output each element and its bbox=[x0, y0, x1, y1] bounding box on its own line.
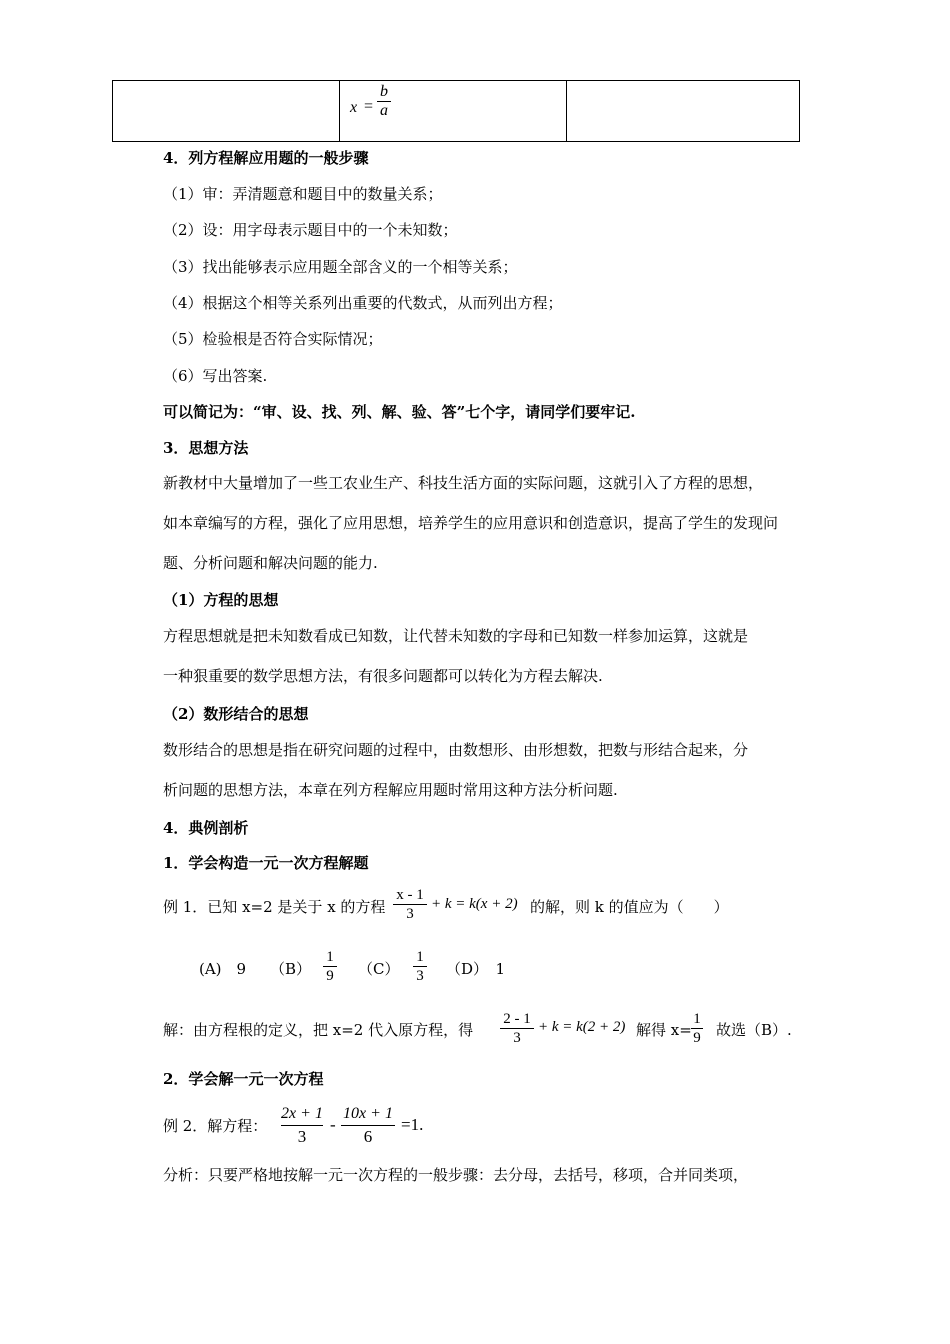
step-6: （6）写出答案. bbox=[163, 367, 268, 385]
minus-sign: - bbox=[330, 1115, 336, 1134]
method-sub2-heading: （2）数形结合的思想 bbox=[163, 705, 309, 723]
step-1: （1）审：弄清题意和题目中的数量关系； bbox=[163, 185, 443, 203]
steps-summary: 可以简记为：“审、设、找、列、解、验、答”七个字，请同学们要牢记. bbox=[163, 403, 636, 421]
fraction-denominator: a bbox=[380, 102, 388, 119]
option-b-fraction bbox=[322, 948, 338, 985]
option-c-label: （C） bbox=[358, 960, 400, 978]
method-paragraph-line: 新教材中大量增加了一些工农业生产、科技生活方面的实际问题，这就引入了方程的思想， bbox=[163, 474, 764, 492]
method-heading: 3．思想方法 bbox=[163, 439, 249, 457]
example1-fraction bbox=[392, 886, 428, 923]
step-2: （2）设：用字母表示题目中的一个未知数； bbox=[163, 221, 458, 239]
example-section-1: 1．学会构造一元一次方程解题 bbox=[163, 854, 369, 872]
analysis-line: 分析：只要严格地按解一元一次方程的一般步骤：去分母，去括号，移项，合并同类项， bbox=[163, 1166, 749, 1184]
method-sub2-line: 析问题的思想方法，本章在列方程解应用题时常用这种方法分析问题. bbox=[163, 781, 618, 799]
fraction-numerator: 1 bbox=[416, 949, 424, 965]
solution-mid: 解得 x= bbox=[636, 1021, 692, 1039]
var-x: x bbox=[350, 99, 358, 116]
solution-suffix: 故选（B）. bbox=[716, 1021, 792, 1039]
fraction-numerator: 2x + 1 bbox=[281, 1105, 323, 1122]
example2-fraction-1 bbox=[280, 1103, 324, 1148]
example2-fraction-2 bbox=[340, 1103, 396, 1148]
solution-prefix: 解：由方程根的定义，把 x=2 代入原方程，得 bbox=[163, 1021, 474, 1039]
fraction-denominator: 3 bbox=[297, 1127, 307, 1146]
fraction-numerator: 1 bbox=[326, 949, 334, 965]
fraction-numerator: x - 1 bbox=[396, 887, 424, 903]
examples-heading: 4．典例剖析 bbox=[163, 819, 249, 837]
equation-table bbox=[112, 80, 800, 142]
option-d: （D） 1 bbox=[446, 960, 506, 978]
method-sub2-line: 数形结合的思想是指在研究问题的过程中，由数想形、由形想数，把数与形结合起来，分 bbox=[163, 741, 749, 759]
fraction-numerator: 1 bbox=[693, 1011, 701, 1027]
step-5: （5）检验根是否符合实际情况； bbox=[163, 330, 383, 348]
solution-fraction bbox=[499, 1010, 535, 1047]
step-3: （3）找出能够表示应用题全部含义的一个相等关系； bbox=[163, 258, 518, 276]
option-b-label: （B） bbox=[270, 960, 312, 978]
option-c-fraction bbox=[412, 948, 428, 985]
table-cell-left bbox=[113, 81, 340, 142]
example1-equation-rest: + k = k(x + 2) bbox=[431, 896, 518, 912]
example-section-2: 2．学会解一元一次方程 bbox=[163, 1070, 324, 1088]
fraction-denominator: 9 bbox=[693, 1030, 701, 1046]
fraction-b-over-a bbox=[376, 83, 392, 120]
fraction-numerator: 10x + 1 bbox=[343, 1105, 393, 1122]
method-paragraph-line: 如本章编写的方程，强化了应用思想，培养学生的应用意识和创造意识，提高了学生的发现问 bbox=[163, 514, 779, 532]
fraction-denominator: 3 bbox=[406, 906, 414, 922]
method-sub1-heading: （1）方程的思想 bbox=[163, 591, 279, 609]
solution-equation-rest: + k = k(2 + 2) bbox=[538, 1019, 626, 1035]
steps-heading: 4．列方程解应用题的一般步骤 bbox=[163, 149, 369, 167]
table-cell-middle bbox=[340, 81, 567, 142]
example1-suffix: 的解，则 k 的值应为（ ） bbox=[530, 898, 729, 916]
table-cell-right bbox=[567, 81, 800, 142]
example2-prefix: 例 2．解方程： bbox=[163, 1117, 268, 1135]
fraction-denominator: 6 bbox=[363, 1127, 373, 1146]
fraction-denominator: 9 bbox=[326, 968, 334, 984]
example2-equation-rest: =1. bbox=[401, 1115, 424, 1134]
equals-sign: = bbox=[364, 98, 374, 115]
fraction-numerator: b bbox=[380, 83, 388, 100]
option-a: (A) 9 bbox=[199, 960, 247, 978]
fraction-denominator: 3 bbox=[513, 1030, 521, 1046]
method-paragraph-line: 题、分析问题和解决问题的能力. bbox=[163, 554, 378, 572]
fraction-denominator: 3 bbox=[416, 968, 424, 984]
step-4: （4）根据这个相等关系列出重要的代数式，从而列出方程； bbox=[163, 294, 563, 312]
method-sub1-line: 一种狠重要的数学思想方法，有很多问题都可以转化为方程去解决. bbox=[163, 667, 603, 685]
example1-prefix: 例 1．已知 x=2 是关于 x 的方程 bbox=[163, 898, 386, 916]
solution-answer-fraction bbox=[690, 1010, 704, 1047]
method-sub1-line: 方程思想就是把未知数看成已知数，让代替未知数的字母和已知数一样参加运算，这就是 bbox=[163, 627, 749, 645]
fraction-numerator: 2 - 1 bbox=[503, 1011, 531, 1027]
